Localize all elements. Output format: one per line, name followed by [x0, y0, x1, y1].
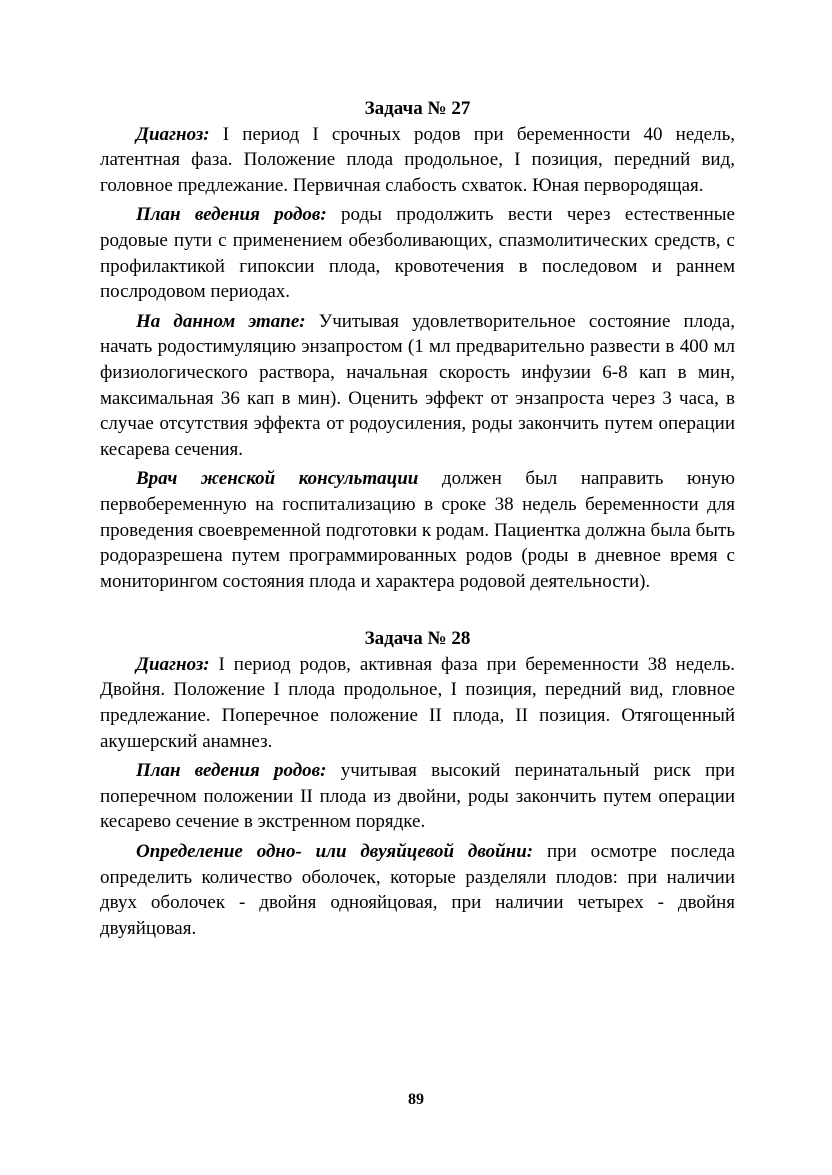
task-27-current-stage	[100, 309, 735, 463]
current-stage-text: Учитывая удовлетворительное состояние плода, начать родостимуляцию энзапростом (1 мл предварительно развести в 400 мл физиологического раствора, начальная скорость инфузии 6-8 кап в мин, максимальная 36 кап в мин). Оценить эффект от энзапроста через 3 часа, в случае отсутствия эффекта от родоусиления, роды закончить путем операции кесарева сечения.	[100, 310, 735, 460]
task-28-title: Задача № 28	[364, 628, 471, 650]
task-27	[100, 96, 735, 594]
delivery-plan-label: План ведения родов:	[136, 760, 327, 782]
diagnosis-text: I период I срочных родов при беременности 40 недель, латентная фаза. Положение плода продольное, I позиция, передний вид, головное предлежание. Первичная слабость схваток. Юная первородящая.	[100, 123, 735, 196]
diagnosis-label: Диагноз:	[136, 653, 210, 675]
twin-type-label: Определение одно- или двуяйцевой двойни:	[136, 841, 534, 863]
delivery-plan-label: План ведения родов:	[136, 204, 327, 226]
task-28-diagnosis	[100, 652, 735, 754]
page-number: 89	[408, 1091, 424, 1108]
task-27-clinic-doctor	[100, 466, 735, 594]
task-28-twin-type	[100, 839, 735, 941]
task-28-delivery-plan	[100, 758, 735, 835]
task-28	[100, 626, 735, 941]
task-27-delivery-plan	[100, 202, 735, 304]
diagnosis-label: Диагноз:	[136, 123, 210, 145]
clinic-doctor-label: Врач женской консультации	[136, 468, 419, 490]
clinic-doctor-text: должен был направить юную первобеременную на госпитализацию в сроке 38 недель беременности для проведения своевременной подготовки к родам. Пациентка должна была быть родоразрешена путем программированных родов (роды в дневное время с мониторингом состояния плода и характера родовой деятельности).	[100, 468, 735, 592]
twin-type-text: при осмотре последа определить количество оболочек, которые разделяли плодов: при наличии двух оболочек - двойня однояйцовая, при наличии четырех - двойня двуяйцовая.	[100, 841, 735, 939]
task-27-title: Задача № 27	[364, 98, 471, 119]
delivery-plan-text: учитывая высокий перинатальный риск при поперечном положении II плода из двойни, роды закончить путем операции кесарево сечение в экстренном порядке.	[100, 760, 735, 833]
diagnosis-text: I период родов, активная фаза при беременности 38 недель. Двойня. Положение I плода продольное, I позиция, передний вид, гловное предлежание. Поперечное положение II плода, II позиция. Отягощенный акушерский анамнез.	[100, 653, 735, 752]
current-stage-label: На данном этапе:	[136, 310, 306, 332]
section-gap	[100, 594, 735, 626]
delivery-plan-text: роды продолжить вести через естественные родовые пути с применением обезболивающих, спазмолитических средств, с профилактикой гипоксии плода, кровотечения в последовом и раннем послродовом периодах.	[100, 204, 735, 303]
task-27-diagnosis	[100, 122, 735, 199]
page-content	[100, 96, 735, 941]
